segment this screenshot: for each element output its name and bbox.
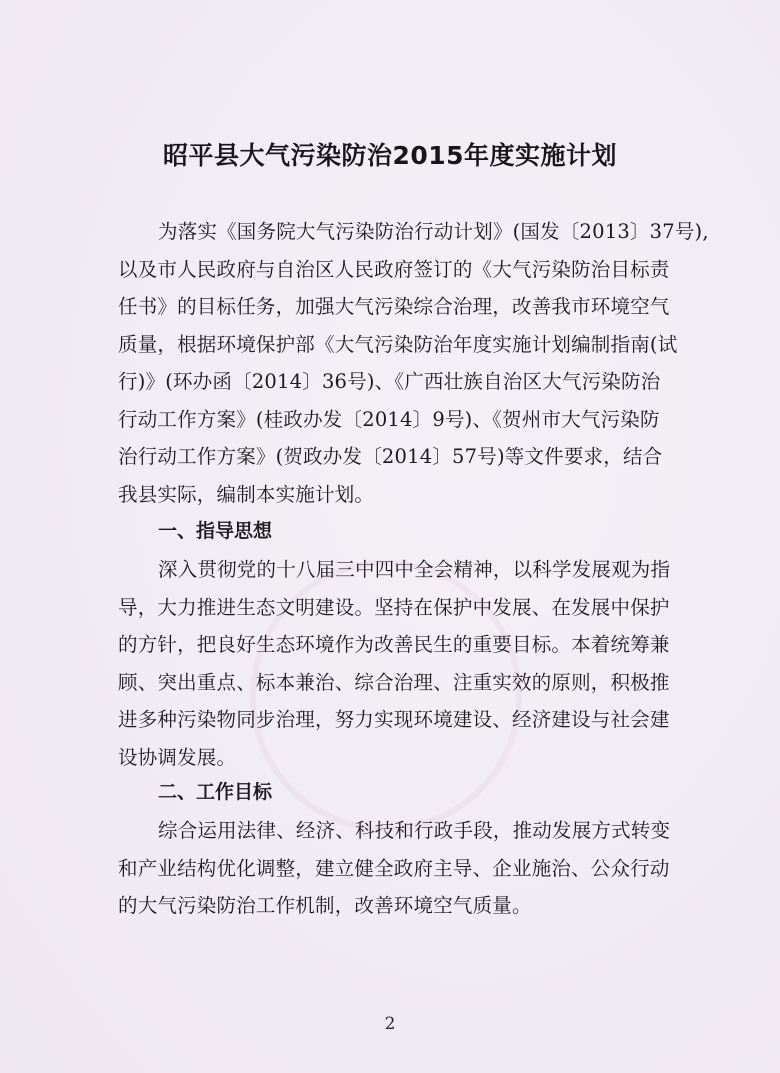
text-line: 设协调发展。 xyxy=(118,746,237,769)
text-line: 进多种污染物同步治理，努力实现环境建设、经济建设与社会建 xyxy=(118,708,670,731)
text-line: 的大气污染防治工作机制，改善环境空气质量。 xyxy=(118,894,532,917)
text-line: 综合运用法律、经济、科技和行政手段，推动发展方式转变 xyxy=(158,819,671,842)
section-heading: 二、工作目标 xyxy=(158,781,273,803)
text-line: 行)》(环办函〔2014〕36号)、《广西壮族自治区大气污染防治 xyxy=(118,370,661,393)
text-line: 行动工作方案》(桂政办发〔2014〕9号)、《贺州市大气污染防 xyxy=(118,408,660,431)
document-title: 昭平县大气污染防治2015年度实施计划 xyxy=(162,141,618,170)
text-line: 以及市人民政府与自治区人民政府签订的《大气污染防治目标责 xyxy=(118,258,670,281)
section-heading: 一、指导思想 xyxy=(158,520,273,542)
text-line: 质量，根据环境保护部《大气污染防治年度实施计划编制指南(试 xyxy=(118,333,678,356)
text-line: 顾、突出重点、标本兼治、综合治理、注重实效的原则，积极推 xyxy=(118,671,670,694)
text-line: 任书》的目标任务，加强大气污染综合治理，改善我市环境空气 xyxy=(118,295,670,318)
page-number: 2 xyxy=(384,1014,396,1034)
text-line: 深入贯彻党的十八届三中四中全会精神，以科学发展观为指 xyxy=(158,558,671,581)
text-line: 我县实际，编制本实施计划。 xyxy=(118,483,375,506)
text-line: 为落实《国务院大气污染防治行动计划》(国发〔2013〕37号), xyxy=(158,220,709,243)
text-line: 的方针，把良好生态环境作为改善民生的重要目标。本着统筹兼 xyxy=(118,633,670,656)
text-line: 和产业结构优化调整，建立健全政府主导、企业施治、公众行动 xyxy=(118,857,670,880)
text-line: 导，大力推进生态文明建设。坚持在保护中发展、在发展中保护 xyxy=(118,596,670,619)
text-line: 治行动工作方案》(贺政办发〔2014〕57号)等文件要求，结合 xyxy=(118,445,663,468)
